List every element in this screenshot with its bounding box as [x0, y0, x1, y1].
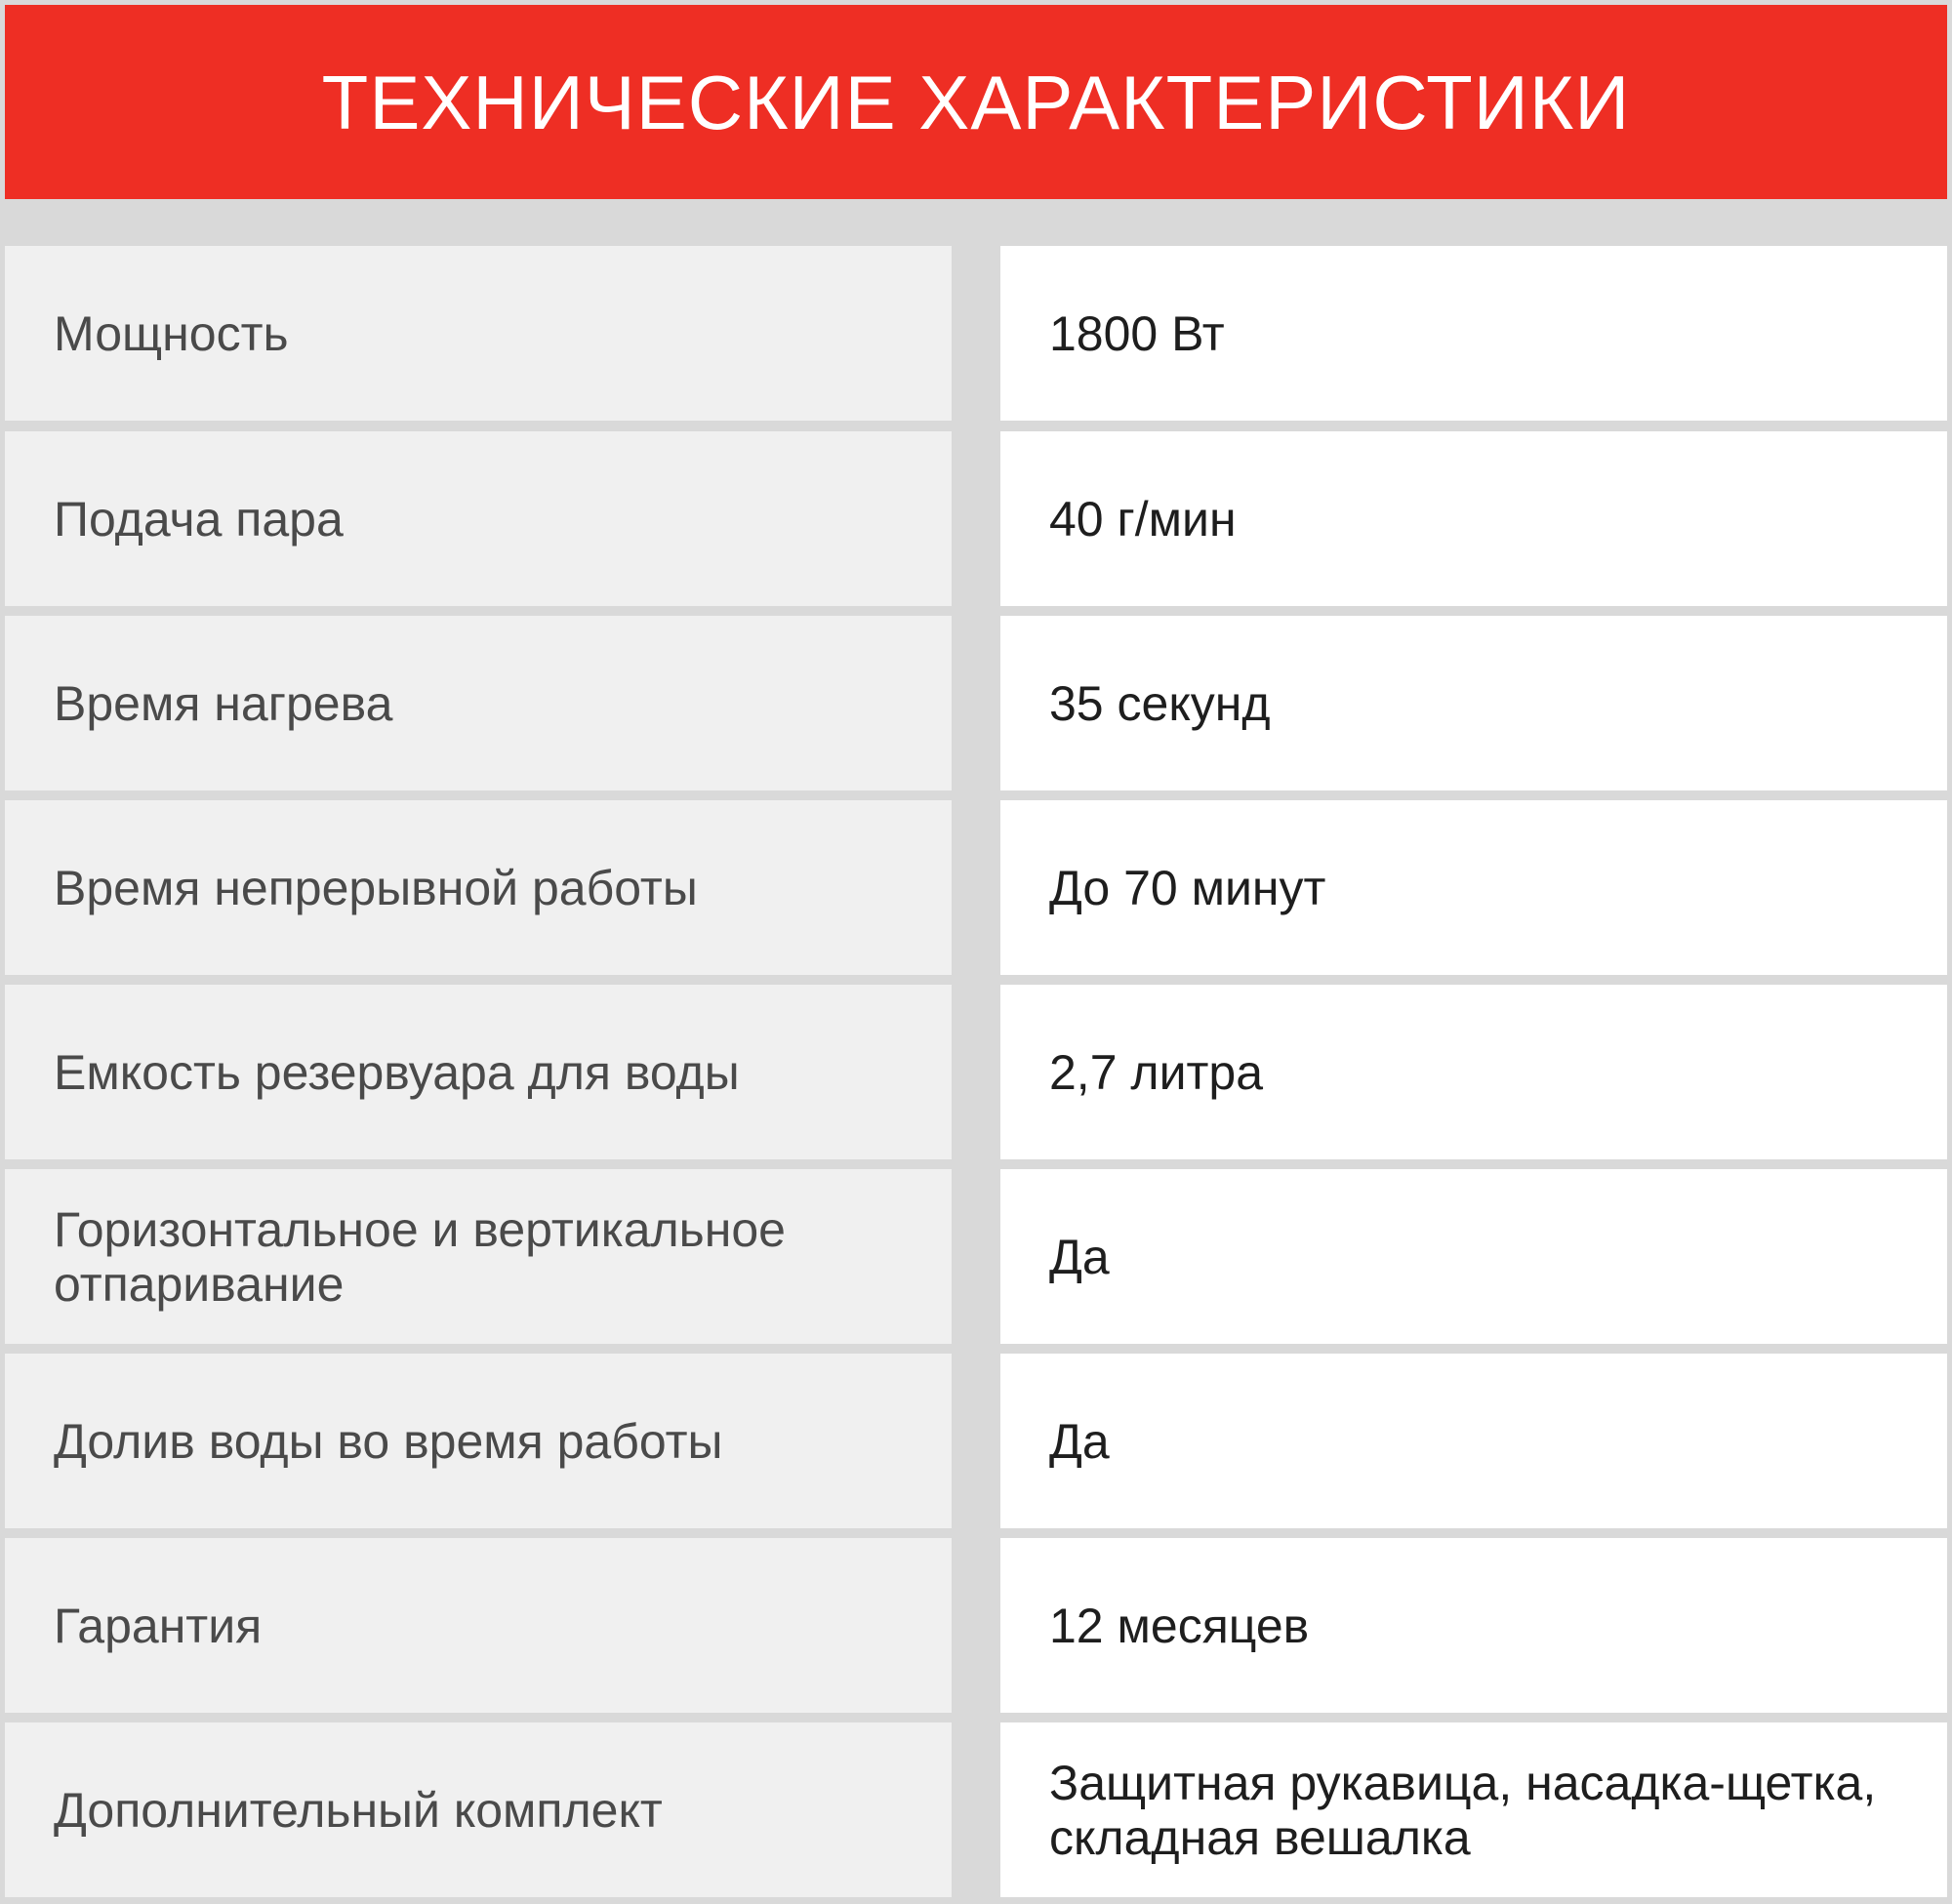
spec-label: Долив воды во время работы [5, 1354, 952, 1528]
header-banner [5, 5, 1947, 199]
spec-label: Время нагрева [5, 616, 952, 790]
table-row [0, 616, 1952, 790]
table-row [0, 431, 1952, 606]
table-row [0, 985, 1952, 1159]
table-row [0, 1538, 1952, 1713]
spec-label: Гарантия [5, 1538, 952, 1713]
spec-label: Мощность [5, 246, 952, 421]
spec-value: До 70 минут [1000, 800, 1947, 975]
spec-value: Да [1000, 1354, 1947, 1528]
spec-label: Подача пара [5, 431, 952, 606]
table-row [0, 1722, 1952, 1897]
spec-label: Дополнительный комплект [5, 1722, 952, 1897]
page-title: ТЕХНИЧЕСКИЕ ХАРАКТЕРИСТИКИ [321, 59, 1631, 145]
table-row [0, 1169, 1952, 1344]
spec-label: Время непрерывной работы [5, 800, 952, 975]
spec-value: 35 секунд [1000, 616, 1947, 790]
spec-value: 1800 Вт [1000, 246, 1947, 421]
table-row [0, 800, 1952, 975]
table-row [0, 1354, 1952, 1528]
spec-value: Да [1000, 1169, 1947, 1344]
spec-value: 40 г/мин [1000, 431, 1947, 606]
spec-value: 2,7 литра [1000, 985, 1947, 1159]
spec-value: Защитная рукавица, насадка-щетка, складная вешалка [1000, 1722, 1947, 1897]
table-row [0, 246, 1952, 421]
spec-label: Горизонтальное и вертикальное отпаривание [5, 1169, 952, 1344]
spec-label: Емкость резервуара для воды [5, 985, 952, 1159]
spec-value: 12 месяцев [1000, 1538, 1947, 1713]
